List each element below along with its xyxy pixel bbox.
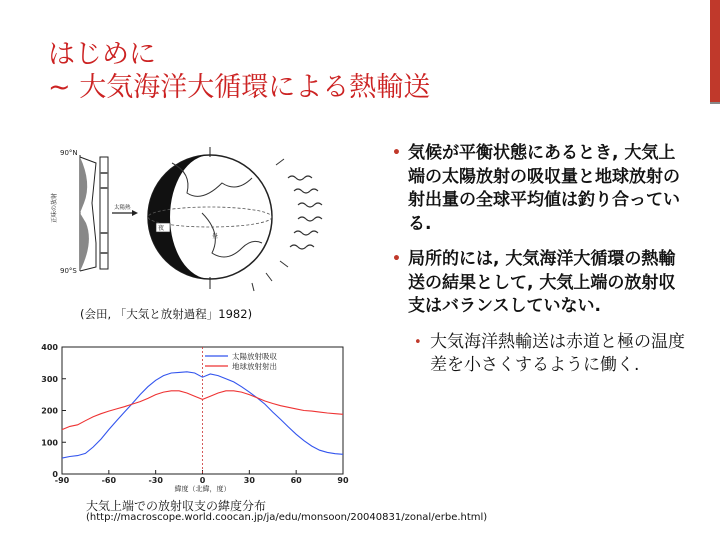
figure1-caption: (会田, 「大気と放射過程」1982) [80,307,253,321]
figure2-caption: 大気上端での放射収支の緯度分布 [86,499,267,513]
x-tick-label: -90 [54,476,70,485]
arrow-label: 太陽熱 [114,205,131,211]
y-tick-label: 100 [41,438,58,448]
title-line-1: はじめに [48,39,156,70]
y-tick-label: 400 [41,343,58,352]
x-tick-label: 0 [199,476,206,485]
y-tick-label: 0 [52,470,58,479]
accent-bar-shadow [710,102,720,104]
plot-frame [62,347,343,474]
globe-night-label: 夜 [158,225,165,232]
x-tick-label: -60 [101,476,117,485]
side-label: 正味の放射 [51,192,58,223]
legend-label-1: 太陽放射吸収 [232,352,277,361]
radiation-globe-figure [52,143,352,298]
x-tick-label: 30 [243,476,255,485]
y-tick-label: 300 [41,374,58,384]
globe-day-label: 昼 [212,233,219,240]
figure2-source: (http://macroscope.world.coocan.jp/ja/edu/monsoon/20040831/zonal/erbe.html) [86,512,488,523]
x-tick-label: 90 [337,476,349,485]
radiation-balance-chart [30,340,355,492]
bullet-list [392,142,692,378]
bullet-item-2: • 局所的には, 大気海洋大循環の熱輸送の結果として, 大気上端の放射収支はバランスしていない. [392,248,692,319]
x-tick-label: -30 [148,476,163,485]
sub-bullet-item: • 大気海洋熱輸送は赤道と極の温度差を小さくするように働く. [414,331,692,378]
legend-label-2: 地球放射射出 [232,362,277,371]
slide-title [48,38,430,104]
x-axis-label: 緯度（北緯，度） [174,485,231,493]
accent-bar [710,0,720,102]
bullet-item-1: • 気候が平衡状態にあるとき, 大気上端の太陽放射の吸収量と地球放射の射出量の全球平均値は釣り合っている. [392,142,692,236]
title-line-2: ~ 大気海洋大循環による熱輸送 [48,72,431,103]
y-tick-label: 200 [41,406,58,416]
lat-top-label: 90°N [60,149,78,157]
lat-bottom-label: 90°S [60,267,77,275]
x-tick-label: 60 [290,476,302,485]
